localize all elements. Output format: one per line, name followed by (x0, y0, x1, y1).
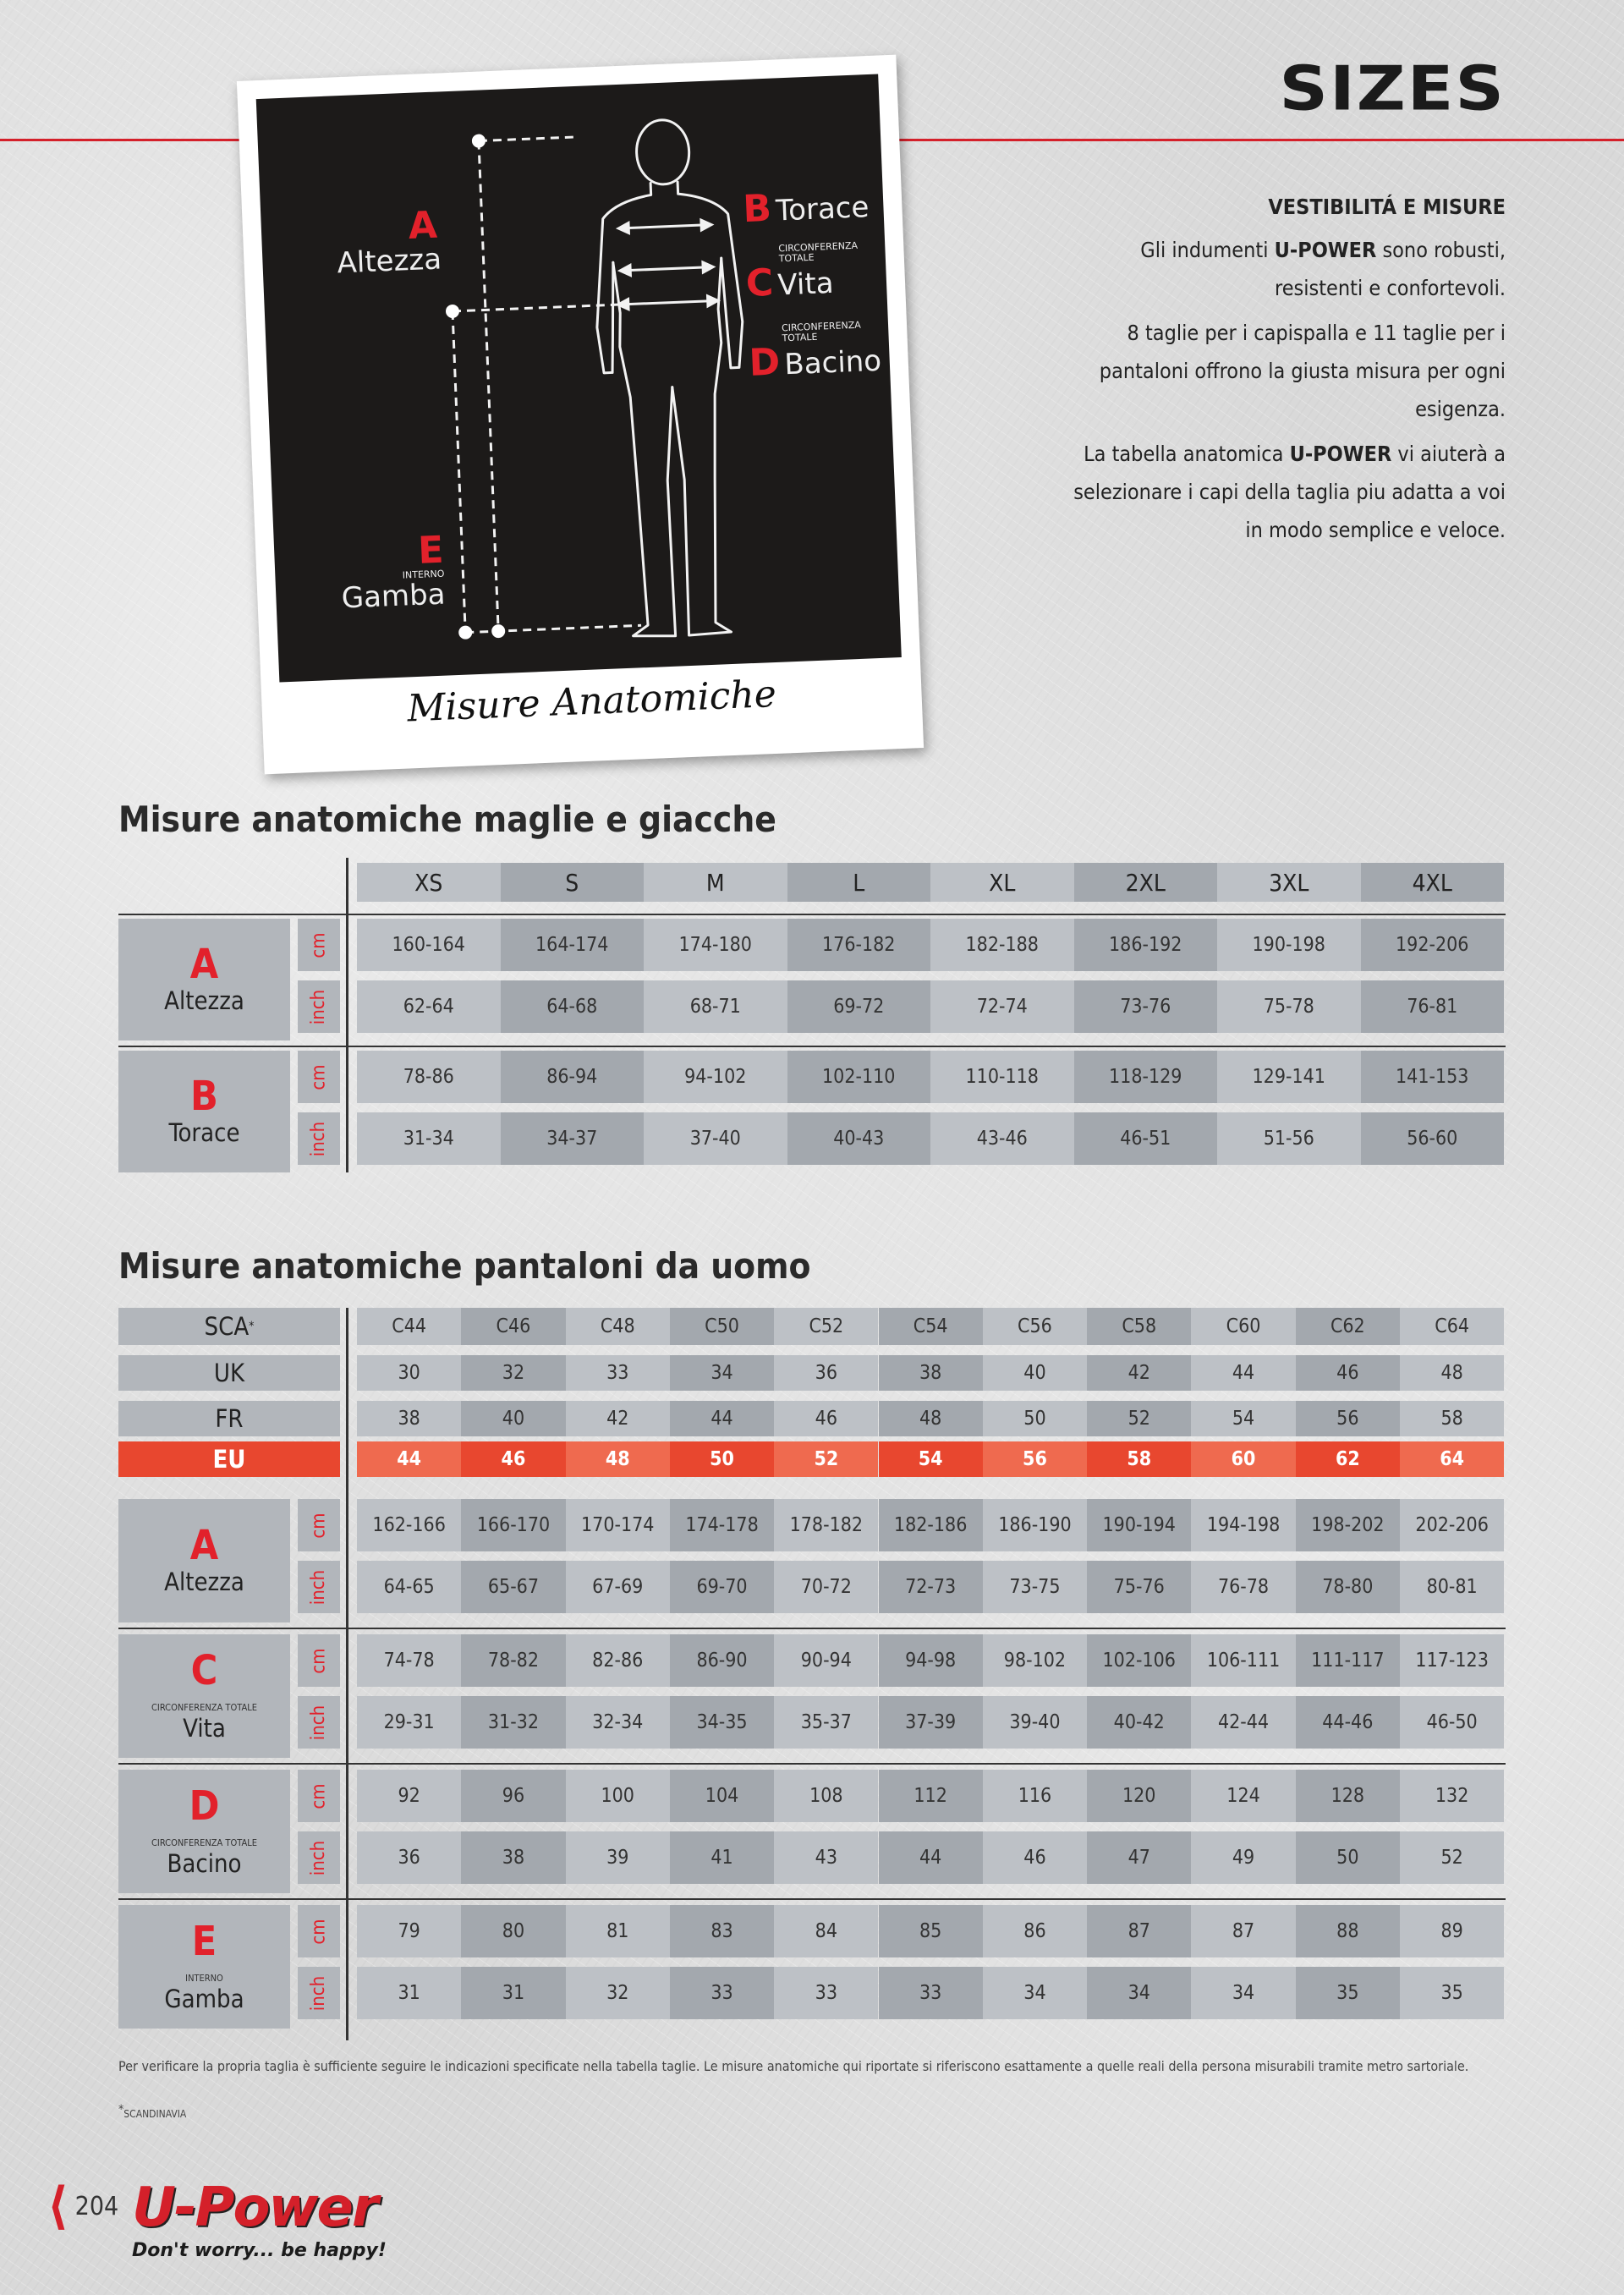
table-divider-horizontal (118, 1046, 1506, 1047)
value-cell: 116 (983, 1770, 1087, 1822)
group-name: Bacino (167, 1848, 242, 1878)
footnote-marker: * (249, 1320, 255, 1333)
value-cell: 102-106 (1087, 1634, 1191, 1687)
size-cell: C64 (1400, 1308, 1504, 1345)
value-cell: 128 (1296, 1770, 1400, 1822)
value-cell: 46-50 (1400, 1696, 1504, 1749)
size-system-label-eu (118, 1441, 340, 1477)
unit-text: inch (308, 1705, 330, 1740)
table-divider-vertical (346, 858, 348, 1172)
table-divider-vertical (346, 1308, 348, 2040)
unit-label (298, 1561, 340, 1613)
value-cell: 72-73 (879, 1561, 983, 1613)
unit-text: cm (308, 1918, 330, 1945)
value-cell: 87 (1087, 1905, 1191, 1957)
value-cell: 174-178 (670, 1499, 774, 1551)
unit-label (298, 919, 340, 971)
value-cell: 31 (357, 1967, 461, 2019)
group-name: Altezza (164, 986, 244, 1016)
value-cell: 166-170 (461, 1499, 565, 1551)
value-cell: 68-71 (644, 980, 787, 1033)
value-cell: 81 (566, 1905, 670, 1957)
value-cell: 50 (1296, 1831, 1400, 1884)
size-header: M (644, 863, 787, 902)
value-cell: 36 (357, 1831, 461, 1884)
size-cell: C46 (461, 1308, 565, 1345)
size-cell: 52 (1087, 1401, 1191, 1436)
value-cell: 182-186 (879, 1499, 983, 1551)
size-cell: C62 (1296, 1308, 1400, 1345)
polaroid-figure (237, 55, 924, 775)
value-cell: 86-94 (501, 1051, 645, 1103)
value-cell: 190-194 (1087, 1499, 1191, 1551)
measurement-diagram (256, 74, 902, 683)
size-cell: 60 (1191, 1441, 1295, 1477)
value-cell: 117-123 (1400, 1634, 1504, 1687)
value-cell: 176-182 (787, 919, 931, 971)
value-cell: 33 (774, 1967, 878, 2019)
value-cell: 65-67 (461, 1561, 565, 1613)
value-cell: 94-102 (644, 1051, 787, 1103)
value-cell: 89 (1400, 1905, 1504, 1957)
size-cell: 62 (1296, 1441, 1400, 1477)
size-cell: 52 (774, 1441, 878, 1477)
u-power-logo: U-Power Don't worry... be happy! (132, 2177, 387, 2261)
value-cell: 38 (461, 1831, 565, 1884)
value-cell: 67-69 (566, 1561, 670, 1613)
size-cell: 64 (1400, 1441, 1504, 1477)
label-b-torace: B Torace (742, 186, 870, 232)
size-cell: 40 (983, 1355, 1087, 1391)
size-system-label-uk (118, 1355, 340, 1391)
unit-label (298, 1696, 340, 1749)
size-cell: 33 (566, 1355, 670, 1391)
size-cell: 44 (1191, 1355, 1295, 1391)
size-cell: 58 (1087, 1441, 1191, 1477)
footnote-scandinavia: *SCANDINAVIA (118, 2103, 187, 2120)
size-cell: 32 (461, 1355, 565, 1391)
size-system-text: FR (215, 1404, 244, 1433)
value-cell: 80-81 (1400, 1561, 1504, 1613)
value-cell: 31-34 (357, 1112, 501, 1165)
size-cell: 44 (357, 1441, 461, 1477)
value-cell: 85 (879, 1905, 983, 1957)
value-cell: 182-188 (930, 919, 1074, 971)
value-cell: 31-32 (461, 1696, 565, 1749)
value-cell: 76-78 (1191, 1561, 1295, 1613)
value-cell: 111-117 (1296, 1634, 1400, 1687)
value-cell: 37-40 (644, 1112, 787, 1165)
value-cell: 94-98 (879, 1634, 983, 1687)
value-cell: 86 (983, 1905, 1087, 1957)
size-cell: 42 (566, 1401, 670, 1436)
value-cell: 141-153 (1361, 1051, 1505, 1103)
trousers-size-table (118, 1308, 1506, 2040)
value-cell: 75-76 (1087, 1561, 1191, 1613)
value-cell: 39 (566, 1831, 670, 1884)
unit-label (298, 1770, 340, 1822)
value-cell: 104 (670, 1770, 774, 1822)
size-header: 3XL (1217, 863, 1361, 902)
value-cell: 41 (670, 1831, 774, 1884)
size-cell: C54 (879, 1308, 983, 1345)
value-cell: 34 (1087, 1967, 1191, 2019)
size-system-text: SCA (204, 1312, 250, 1341)
size-cell: 46 (461, 1441, 565, 1477)
unit-label (298, 980, 340, 1033)
table-divider-horizontal (118, 1628, 1506, 1629)
value-cell: 37-39 (879, 1696, 983, 1749)
value-cell: 98-102 (983, 1634, 1087, 1687)
size-cell: C52 (774, 1308, 878, 1345)
value-cell: 160-164 (357, 919, 501, 971)
group-letter: A (189, 941, 219, 989)
value-cell: 44-46 (1296, 1696, 1400, 1749)
size-cell: C48 (566, 1308, 670, 1345)
unit-text: cm (308, 1512, 330, 1539)
size-cell: 48 (879, 1401, 983, 1436)
group-name: Torace (168, 1118, 240, 1148)
value-cell: 74-78 (357, 1634, 461, 1687)
group-subtitle: INTERNO (185, 1972, 223, 1984)
intro-heading: VESTIBILITÁ E MISURE (1268, 195, 1506, 219)
size-cell: 42 (1087, 1355, 1191, 1391)
table1-title: Misure anatomiche maglie e giacche (118, 799, 776, 840)
unit-text: inch (308, 1975, 330, 2011)
unit-text: cm (308, 931, 330, 958)
unit-label (298, 1831, 340, 1884)
unit-text: inch (308, 1569, 330, 1605)
table-divider-horizontal (118, 1763, 1506, 1765)
value-cell: 80 (461, 1905, 565, 1957)
value-cell: 79 (357, 1905, 461, 1957)
value-cell: 64-68 (501, 980, 645, 1033)
value-cell: 39-40 (983, 1696, 1087, 1749)
unit-label (298, 1499, 340, 1551)
group-letter: E (191, 1917, 217, 1965)
value-cell: 170-174 (566, 1499, 670, 1551)
value-cell: 40-42 (1087, 1696, 1191, 1749)
value-cell: 186-192 (1074, 919, 1218, 971)
value-cell: 164-174 (501, 919, 645, 971)
value-cell: 192-206 (1361, 919, 1505, 971)
size-cell: C58 (1087, 1308, 1191, 1345)
page-title: SIZES (1279, 52, 1506, 124)
size-cell: 30 (357, 1355, 461, 1391)
polaroid-caption: Misure Anatomiche (406, 672, 777, 731)
size-system-label-sca (118, 1308, 340, 1345)
value-cell: 96 (461, 1770, 565, 1822)
value-cell: 194-198 (1191, 1499, 1295, 1551)
value-cell: 87 (1191, 1905, 1295, 1957)
unit-text: cm (308, 1063, 330, 1090)
size-cell: 38 (357, 1401, 461, 1436)
chevron-left-icon[interactable]: ⟨ (47, 2177, 69, 2236)
value-cell: 62-64 (357, 980, 501, 1033)
value-cell: 49 (1191, 1831, 1295, 1884)
value-cell: 33 (670, 1967, 774, 2019)
unit-text: inch (308, 1121, 330, 1156)
value-cell: 112 (879, 1770, 983, 1822)
value-cell: 51-56 (1217, 1112, 1361, 1165)
size-header: 4XL (1361, 863, 1505, 902)
value-cell: 120 (1087, 1770, 1191, 1822)
value-cell: 47 (1087, 1831, 1191, 1884)
group-letter: B (190, 1073, 218, 1121)
value-cell: 44 (879, 1831, 983, 1884)
unit-label (298, 1634, 340, 1687)
size-cell: 50 (670, 1441, 774, 1477)
size-cell: C44 (357, 1308, 461, 1345)
size-cell: 54 (879, 1441, 983, 1477)
unit-text: inch (308, 1840, 330, 1875)
value-cell: 86-90 (670, 1634, 774, 1687)
value-cell: 40-43 (787, 1112, 931, 1165)
size-system-label-fr (118, 1401, 340, 1436)
value-cell: 42-44 (1191, 1696, 1295, 1749)
intro-paragraph-3: La tabella anatomica U-POWER vi aiuterà a selezionare i capi della taglia piu adatta a voi in modo semplice e veloce. (1073, 442, 1506, 542)
value-cell: 102-110 (787, 1051, 931, 1103)
size-cell: 46 (774, 1401, 878, 1436)
value-cell: 34 (1191, 1967, 1295, 2019)
value-cell: 35-37 (774, 1696, 878, 1749)
value-cell: 69-70 (670, 1561, 774, 1613)
unit-text: inch (308, 989, 330, 1024)
value-cell: 35 (1400, 1967, 1504, 2019)
group-letter: A (189, 1522, 219, 1570)
value-cell: 32 (566, 1967, 670, 2019)
footer-note: Per verificare la propria taglia è sufficiente seguire le indicazioni specificate nella tabella taglie. Le misure anatomiche qui riportate si riferiscono esattamente a quelle reali della persona misurabili tramite metro sartoriale. (118, 2058, 1469, 2074)
value-cell: 29-31 (357, 1696, 461, 1749)
measure-group-altezza (118, 1499, 290, 1622)
value-cell: 82-86 (566, 1634, 670, 1687)
table-divider-horizontal (118, 1898, 1506, 1900)
value-cell: 70-72 (774, 1561, 878, 1613)
value-cell: 190-198 (1217, 919, 1361, 971)
value-cell: 110-118 (930, 1051, 1074, 1103)
value-cell: 34-35 (670, 1696, 774, 1749)
size-cell: 50 (983, 1401, 1087, 1436)
page-number: 204 (74, 2191, 119, 2221)
size-system-text: UK (213, 1359, 245, 1387)
value-cell: 35 (1296, 1967, 1400, 2019)
value-cell: 75-78 (1217, 980, 1361, 1033)
value-cell: 52 (1400, 1831, 1504, 1884)
value-cell: 46 (983, 1831, 1087, 1884)
unit-label (298, 1967, 340, 2019)
size-cell: C50 (670, 1308, 774, 1345)
size-cell: 34 (670, 1355, 774, 1391)
value-cell: 84 (774, 1905, 878, 1957)
group-name: Vita (183, 1713, 226, 1743)
measure-group-torace (118, 1051, 290, 1172)
value-cell: 78-82 (461, 1634, 565, 1687)
size-cell: 58 (1400, 1401, 1504, 1436)
group-subtitle: CIRCONFERENZA TOTALE (151, 1837, 257, 1848)
value-cell: 178-182 (774, 1499, 878, 1551)
unit-label (298, 1905, 340, 1957)
group-subtitle: CIRCONFERENZA TOTALE (151, 1701, 257, 1713)
intro-text (1066, 195, 1506, 556)
measure-group-vita (118, 1634, 290, 1758)
value-cell: 78-86 (357, 1051, 501, 1103)
jackets-size-table (118, 858, 1506, 1172)
value-cell: 64-65 (357, 1561, 461, 1613)
size-cell: 36 (774, 1355, 878, 1391)
value-cell: 88 (1296, 1905, 1400, 1957)
value-cell: 43 (774, 1831, 878, 1884)
value-cell: 46-51 (1074, 1112, 1218, 1165)
value-cell: 106-111 (1191, 1634, 1295, 1687)
intro-paragraph-2: 8 taglie per i capispalla e 11 taglie per i pantaloni offrono la giusta misura per ogni esigenza. (1099, 321, 1506, 421)
unit-text: cm (308, 1647, 330, 1674)
size-cell: C60 (1191, 1308, 1295, 1345)
value-cell: 31 (461, 1967, 565, 2019)
group-letter: D (189, 1782, 220, 1830)
value-cell: 56-60 (1361, 1112, 1505, 1165)
label-e-gamba: E INTERNO Gamba (340, 528, 447, 616)
value-cell: 73-76 (1074, 980, 1218, 1033)
value-cell: 92 (357, 1770, 461, 1822)
size-header: L (787, 863, 931, 902)
size-cell: 40 (461, 1401, 565, 1436)
table-divider-horizontal (118, 914, 1506, 915)
group-name: Altezza (164, 1568, 244, 1597)
value-cell: 72-74 (930, 980, 1074, 1033)
value-cell: 73-75 (983, 1561, 1087, 1613)
value-cell: 129-141 (1217, 1051, 1361, 1103)
value-cell: 132 (1400, 1770, 1504, 1822)
value-cell: 43-46 (930, 1112, 1074, 1165)
value-cell: 118-129 (1074, 1051, 1218, 1103)
table2-title: Misure anatomiche pantaloni da uomo (118, 1245, 811, 1287)
value-cell: 78-80 (1296, 1561, 1400, 1613)
page-nav[interactable] (47, 2177, 119, 2236)
size-header: XS (357, 863, 501, 902)
size-system-text: EU (212, 1445, 246, 1474)
size-header: 2XL (1074, 863, 1218, 902)
value-cell: 162-166 (357, 1499, 461, 1551)
value-cell: 34-37 (501, 1112, 645, 1165)
unit-label (298, 1051, 340, 1103)
size-cell: 44 (670, 1401, 774, 1436)
value-cell: 90-94 (774, 1634, 878, 1687)
size-cell: 38 (879, 1355, 983, 1391)
value-cell: 124 (1191, 1770, 1295, 1822)
group-letter: C (190, 1646, 218, 1694)
value-cell: 174-180 (644, 919, 787, 971)
size-header: S (501, 863, 645, 902)
label-c-vita: CIRCONFERENZA TOTALE C Vita (744, 239, 859, 306)
value-cell: 108 (774, 1770, 878, 1822)
size-header: XL (930, 863, 1074, 902)
label-a-altezza: A Altezza (336, 203, 442, 281)
value-cell: 202-206 (1400, 1499, 1504, 1551)
size-cell: 56 (983, 1441, 1087, 1477)
value-cell: 198-202 (1296, 1499, 1400, 1551)
value-cell: 100 (566, 1770, 670, 1822)
measure-group-gamba (118, 1905, 290, 2029)
value-cell: 33 (879, 1967, 983, 2019)
value-cell: 69-72 (787, 980, 931, 1033)
measure-group-bacino (118, 1770, 290, 1893)
value-cell: 83 (670, 1905, 774, 1957)
size-cell: 54 (1191, 1401, 1295, 1436)
label-d-bacino: CIRCONFERENZA TOTALE D Bacino (748, 319, 882, 386)
value-cell: 186-190 (983, 1499, 1087, 1551)
size-cell: C56 (983, 1308, 1087, 1345)
size-cell: 56 (1296, 1401, 1400, 1436)
intro-paragraph-1: Gli indumenti U-POWER sono robusti, resistenti e confortevoli. (1140, 238, 1506, 300)
measure-group-altezza (118, 919, 290, 1040)
unit-text: cm (308, 1782, 330, 1809)
size-cell: 48 (566, 1441, 670, 1477)
size-cell: 46 (1296, 1355, 1400, 1391)
size-cell: 48 (1400, 1355, 1504, 1391)
value-cell: 76-81 (1361, 980, 1505, 1033)
unit-label (298, 1112, 340, 1165)
value-cell: 34 (983, 1967, 1087, 2019)
value-cell: 32-34 (566, 1696, 670, 1749)
group-name: Gamba (164, 1984, 244, 2013)
